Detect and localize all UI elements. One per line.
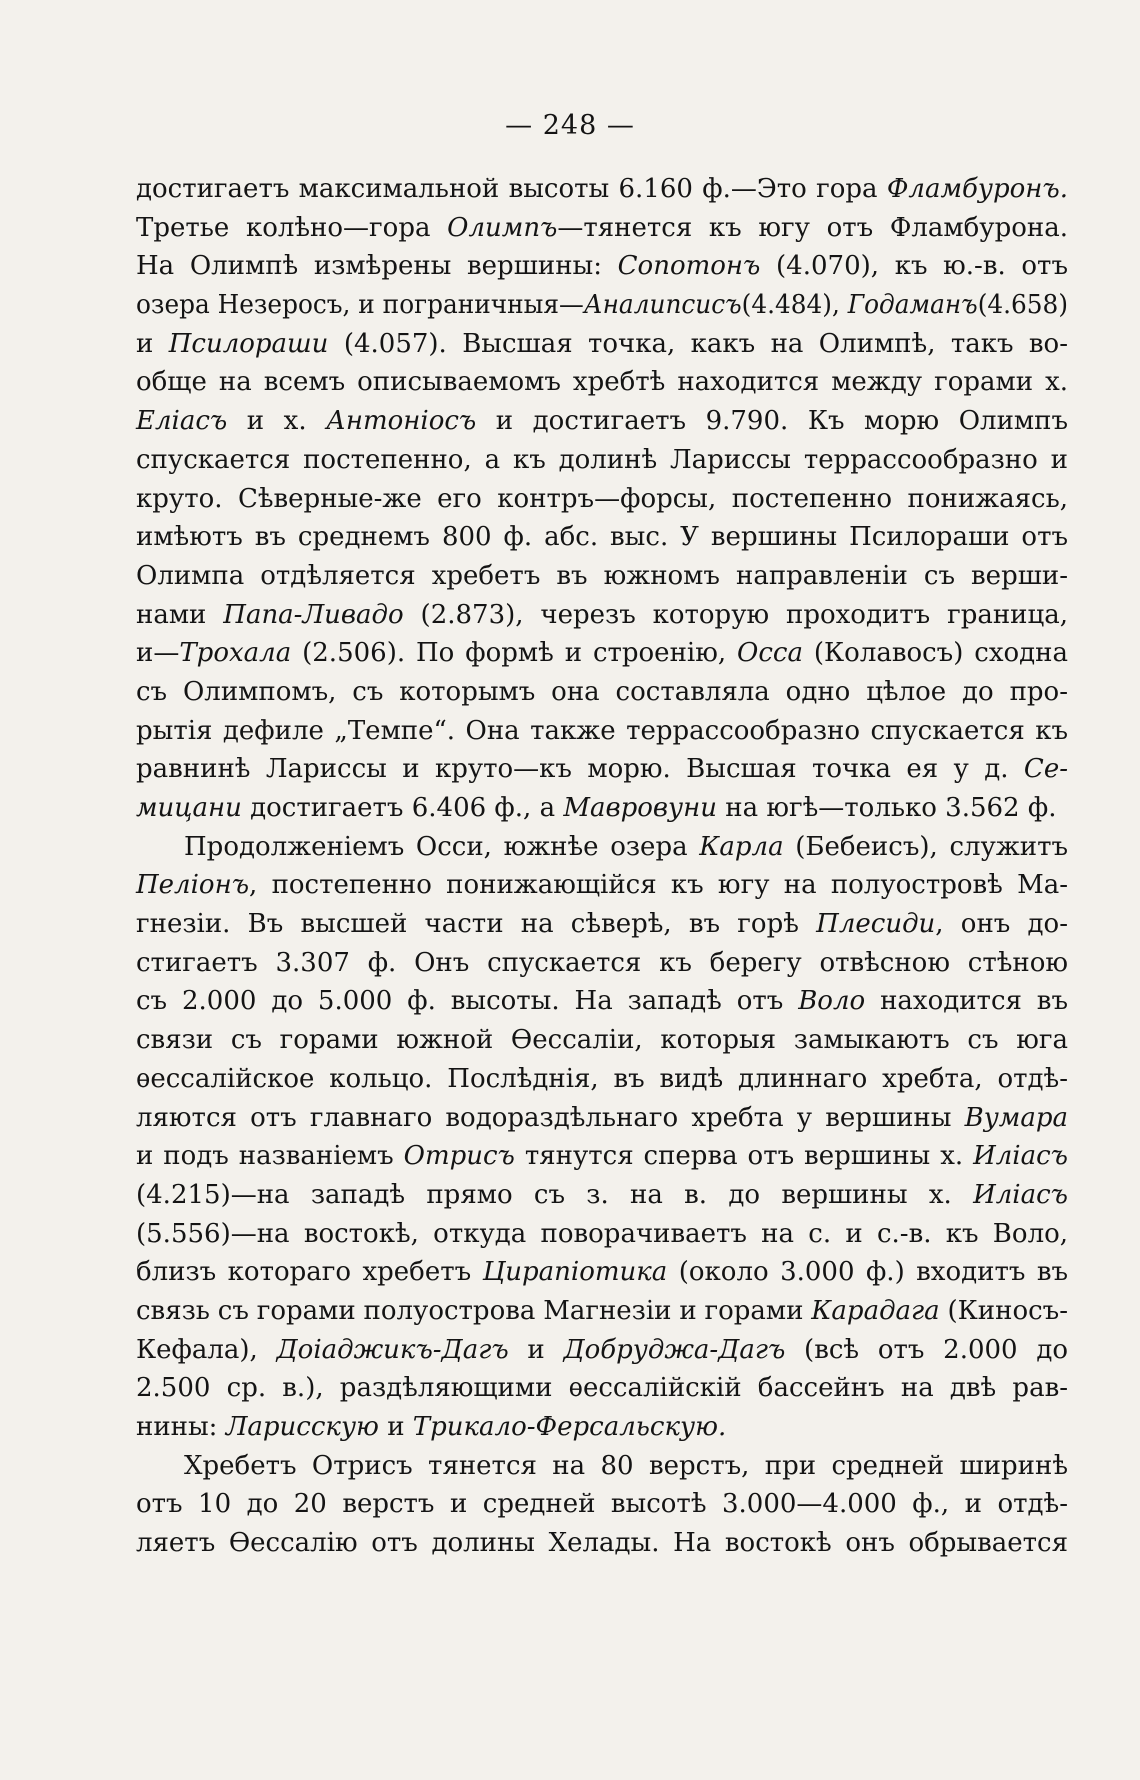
- text-run: Кефала),: [136, 1334, 277, 1365]
- italic-place-name: Осса: [737, 638, 803, 669]
- text-run: нины:: [136, 1412, 226, 1442]
- text-run: обще на всемъ описываемомъ хребтѣ находится между горами х.: [136, 367, 1068, 398]
- text-line: [136, 170, 1068, 209]
- text-line: [136, 1176, 1068, 1215]
- text-line: [136, 402, 1068, 441]
- text-run: гнезіи. Въ высшей части на сѣверѣ, въ горѣ: [136, 909, 817, 940]
- text-run: (4.057). Высшая точка, какъ на Олимпѣ, такъ во-: [328, 328, 1068, 359]
- text-run: На Олимпѣ измѣрены вершины:: [136, 251, 618, 282]
- text-run: близъ котораго хребетъ: [136, 1257, 483, 1288]
- italic-place-name: Карла: [699, 831, 784, 862]
- text-run: —тянется къ югу отъ Фламбурона.: [557, 212, 1068, 243]
- italic-place-name: Доiаджикъ-Дагъ: [276, 1334, 509, 1365]
- body-text: [136, 170, 1068, 1563]
- text-run: (всѣ отъ 2.000 до: [785, 1334, 1068, 1365]
- text-line: [136, 712, 1068, 751]
- italic-place-name: Сопотонъ: [617, 251, 761, 282]
- italic-place-name: Иліасъ: [973, 1179, 1068, 1210]
- text-run: (2.873), черезъ которую проходитъ граница,: [403, 599, 1068, 630]
- italic-place-name: Олимпъ: [447, 212, 558, 243]
- text-line: [136, 673, 1068, 712]
- text-run: и: [378, 1412, 413, 1442]
- text-run: (Колавосъ) сходна: [802, 638, 1068, 669]
- text-line: [136, 1292, 1068, 1331]
- text-line: [136, 1099, 1068, 1138]
- text-line: [136, 944, 1068, 983]
- italic-place-name: Антоніосъ: [326, 406, 477, 437]
- text-run: Продолженіемъ Осси, южнѣе озера: [184, 831, 700, 862]
- text-line: [136, 1369, 1068, 1408]
- text-run: (2.506). По формѣ и строенію,: [291, 638, 738, 669]
- text-run: ляетъ Ѳессалію отъ долины Хелады. На востокѣ онъ обрывается: [136, 1528, 1068, 1559]
- text-line: [136, 247, 1068, 286]
- text-line: [136, 325, 1068, 364]
- text-line: [136, 441, 1068, 480]
- text-line: [136, 634, 1068, 673]
- text-run: и подъ названіемъ: [136, 1141, 404, 1172]
- italic-place-name: Цирапіотика: [482, 1257, 668, 1288]
- text-line: [136, 1215, 1068, 1254]
- text-run: равнинѣ Лариссы и круто—къ морю. Высшая точка ея у д.: [136, 754, 1024, 785]
- text-line: [136, 1021, 1068, 1060]
- text-run: круто. Сѣверные-же его контръ—форсы, постепенно понижаясь,: [136, 483, 1068, 514]
- text-run: 2.500 ср. в.), раздѣляющими ѳессалійскій бассейнъ на двѣ рав-: [136, 1373, 1068, 1404]
- italic-place-name: Трикало-Ферсальскую.: [412, 1412, 727, 1442]
- text-run: на югѣ—только 3.562 ф.: [716, 793, 1057, 823]
- text-line: [136, 1060, 1068, 1099]
- italic-place-name: Вумара: [964, 1102, 1068, 1133]
- italic-place-name: Трохала: [179, 638, 292, 669]
- text-run: ѳессалійское кольцо. Послѣднія, въ видѣ длиннаго хребта, отдѣ-: [136, 1063, 1068, 1094]
- text-run: и: [136, 328, 169, 359]
- text-line: [136, 750, 1068, 789]
- text-line: [136, 1408, 1068, 1447]
- text-run: озера Незеросъ, и пограничныя—: [136, 290, 584, 321]
- italic-place-name: Годаманъ: [847, 290, 978, 321]
- italic-place-name: Карадага: [811, 1295, 940, 1326]
- text-line: [136, 286, 1068, 325]
- text-run: Хребетъ Отрисъ тянется на 80 верстъ, при средней ширинѣ: [184, 1450, 1068, 1481]
- text-line: [136, 209, 1068, 248]
- page-number: — 248 —: [505, 110, 635, 141]
- text-line: [136, 866, 1068, 905]
- text-line: [136, 1485, 1068, 1524]
- italic-place-name: Добруджа-Дагъ: [563, 1334, 786, 1365]
- text-line: [136, 1524, 1068, 1563]
- text-run: и х.: [227, 406, 327, 437]
- text-run: (5.556)—на востокѣ, откуда поворачиваетъ на с. и с.-в. къ Воло,: [136, 1218, 1068, 1249]
- text-line: [136, 828, 1068, 867]
- text-run: достигаетъ 6.406 ф., а: [241, 793, 564, 823]
- italic-place-name: Еліасъ: [136, 406, 228, 437]
- text-run: связи съ горами южной Ѳессаліи, которыя замыкаютъ съ юга: [136, 1025, 1068, 1056]
- text-line: [136, 557, 1068, 596]
- text-run: спускается постепенно, а къ долинѣ Лариссы террассообразно и: [136, 444, 1068, 475]
- text-line: [136, 480, 1068, 519]
- text-line: [136, 1331, 1068, 1370]
- italic-place-name: Воло: [798, 986, 866, 1017]
- italic-place-name: Отрисъ: [403, 1141, 515, 1172]
- text-run: Олимпа отдѣляется хребетъ въ южномъ направленіи съ верши-: [136, 560, 1068, 591]
- text-run: (Бебеисъ), служитъ: [783, 831, 1068, 862]
- text-run: (4.215)—на западѣ прямо съ з. на в. до вершины х.: [136, 1179, 974, 1210]
- text-run: достигаетъ максимальной высоты 6.160 ф.—Это гора: [136, 174, 887, 204]
- text-run: связь съ горами полуострова Магнезіи и горами: [136, 1295, 812, 1326]
- italic-place-name: Мавровуни: [563, 793, 717, 823]
- text-run: , постепенно понижающійся къ югу на полуостровѣ Ма-: [249, 870, 1068, 901]
- text-run: (4.070), къ ю.-в. отъ: [760, 251, 1068, 282]
- text-run: и достигаетъ 9.790. Къ морю Олимпъ: [476, 406, 1068, 437]
- text-run: (Киносъ-: [939, 1295, 1068, 1326]
- text-run: Третье колѣно—гора: [136, 212, 448, 243]
- italic-place-name: Плесиди: [816, 909, 936, 940]
- text-run: , онъ до-: [935, 909, 1068, 940]
- text-run: отъ 10 до 20 верстъ и средней высотѣ 3.000—4.000 ф., и отдѣ-: [136, 1489, 1068, 1520]
- text-run: стигаетъ 3.307 ф. Онъ спускается къ берегу отвѣсною стѣною: [136, 947, 1068, 978]
- italic-place-name: Иліасъ: [973, 1141, 1068, 1172]
- text-run: находится въ: [865, 986, 1068, 1017]
- text-run: и—: [136, 638, 180, 669]
- text-run: (4.658): [977, 290, 1068, 321]
- text-run: съ 2.000 до 5.000 ф. высоты. На западѣ отъ: [136, 986, 799, 1017]
- italic-place-name: Аналипсисъ: [583, 290, 742, 321]
- text-run: и: [508, 1334, 564, 1365]
- text-run: тянутся сперва отъ вершины х.: [514, 1141, 974, 1172]
- italic-place-name: Пеліонъ: [136, 870, 250, 901]
- text-run: ляются отъ главнаго водораздѣльнаго хребта у вершины: [136, 1102, 965, 1133]
- text-run: рытія дефиле „Темпе“. Она также террассообразно спускается къ: [136, 715, 1068, 746]
- text-line: [136, 1137, 1068, 1176]
- text-run: (4.484),: [741, 290, 848, 321]
- text-line: [136, 789, 1068, 828]
- text-run: (около 3.000 ф.) входитъ въ: [667, 1257, 1069, 1288]
- italic-place-name: Псилораши: [168, 328, 329, 359]
- text-line: [136, 363, 1068, 402]
- italic-place-name: Папа-Ливадо: [223, 599, 404, 630]
- text-run: съ Олимпомъ, съ которымъ она составляла одно цѣлое до про-: [136, 676, 1068, 707]
- italic-place-name: Се-: [1023, 754, 1068, 785]
- text-line: [136, 982, 1068, 1021]
- text-line: [136, 1253, 1068, 1292]
- italic-place-name: Ларисскую: [225, 1412, 379, 1442]
- text-run: нами: [136, 599, 224, 630]
- text-line: [136, 518, 1068, 557]
- text-run: имѣютъ въ среднемъ 800 ф. абс. выс. У вершины Псилораши отъ: [136, 522, 1068, 553]
- italic-place-name: Фламбуронъ.: [886, 174, 1068, 204]
- text-line: [136, 1447, 1068, 1486]
- italic-place-name: мицани: [136, 793, 242, 823]
- text-line: [136, 596, 1068, 635]
- text-line: [136, 905, 1068, 944]
